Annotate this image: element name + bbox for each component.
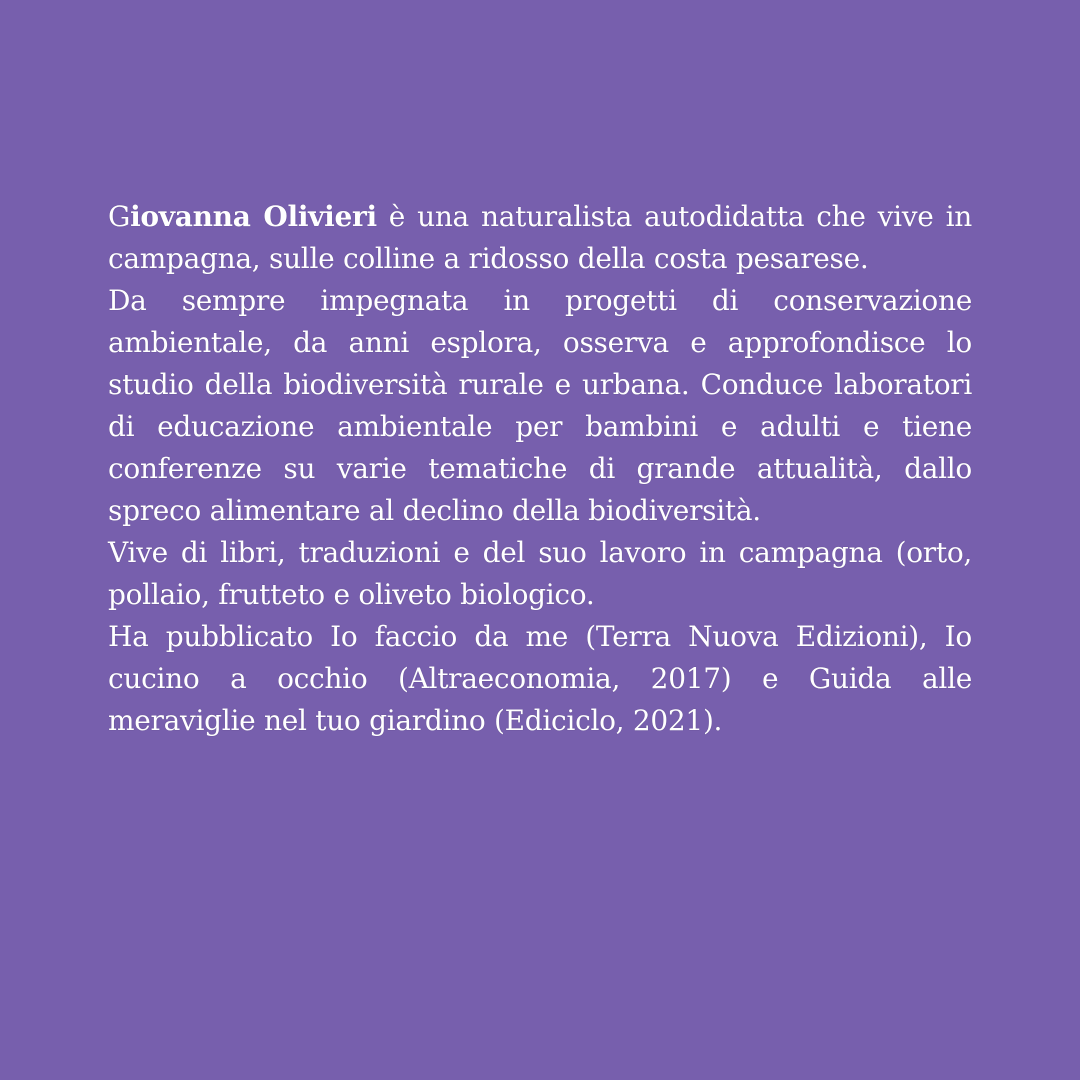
bio-paragraph-work: Da sempre impegnata in progetti di conservazione ambientale, da anni esplora, osserva e approfondisce lo studio della biodiversità rurale e urbana. Conduce laboratori di educazione ambientale per bambini e adulti e tiene conferenze su varie tematiche di grande attualità, dallo spreco alimentare al declino della biodiversità.	[108, 284, 972, 527]
author-name-initial: G	[108, 200, 131, 233]
bio-paragraph-publications: Ha pubblicato Io faccio da me (Terra Nuova Edizioni), Io cucino a occhio (Altraeconomia, 2017) e Guida alle meraviglie nel tuo giardino (Ediciclo, 2021).	[108, 620, 972, 737]
bio-paragraph-life: Vive di libri, traduzioni e del suo lavoro in campagna (orto, pollaio, frutteto e oliveto biologico.	[108, 536, 972, 611]
bio-paragraph-intro	[108, 196, 972, 280]
author-bio	[108, 196, 972, 742]
bio-intro-text: è una naturalista autodidatta che vive in campagna, sulle colline a ridosso della costa pesarese.	[108, 200, 972, 275]
author-name: iovanna Olivieri	[130, 200, 377, 233]
